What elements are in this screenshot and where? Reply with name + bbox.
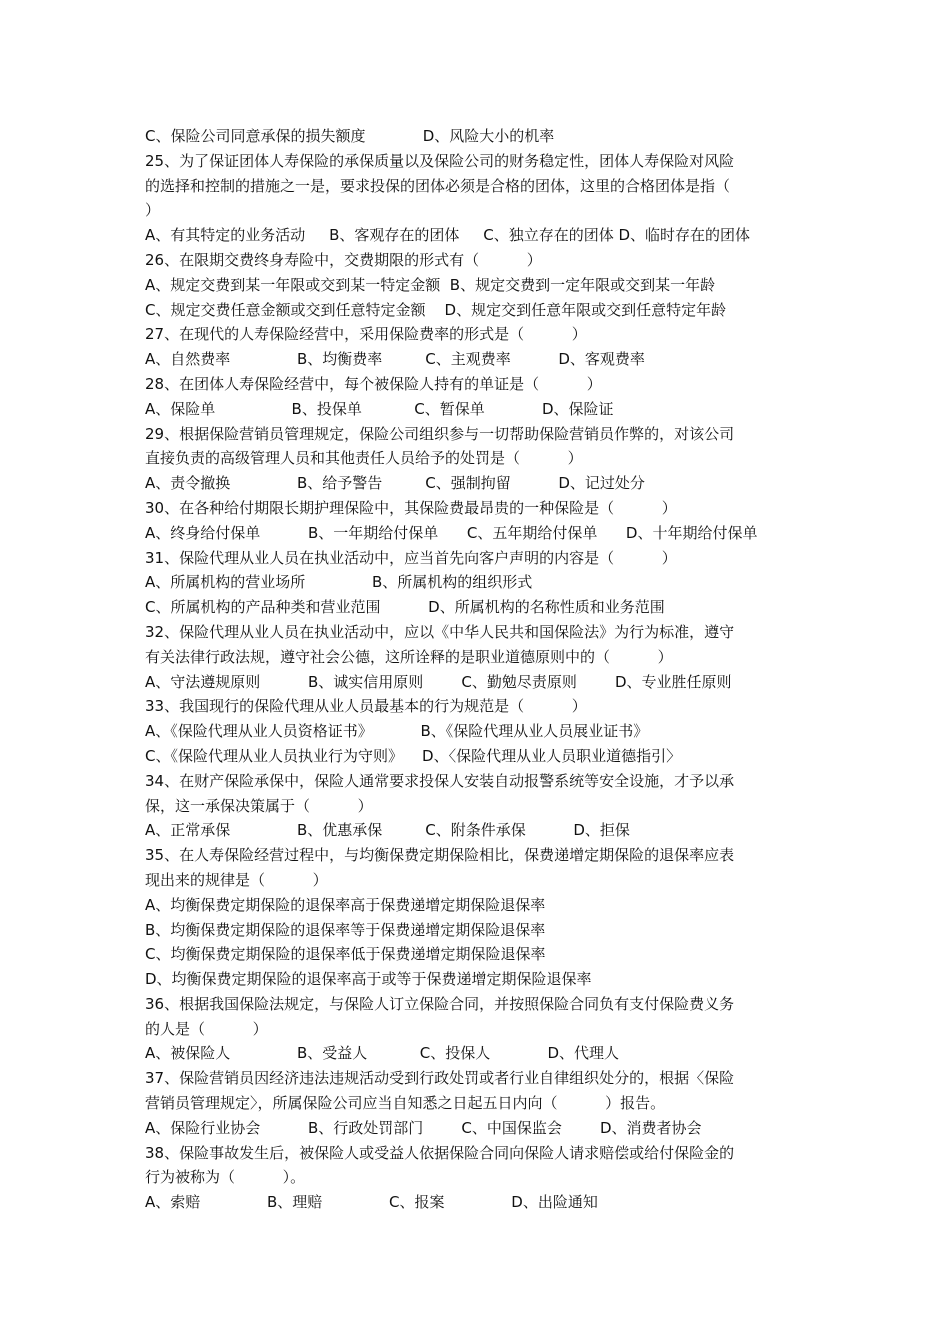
text-line: A、守法遵规原则 B、诚实信用原则 C、勤勉尽责原则 D、专业胜任原则 (145, 672, 732, 691)
text-line: 30、在各种给付期限长期护理保险中，其保险费最昂贵的一种保险是（ ） (145, 498, 677, 517)
text-line: 27、在现代的人寿保险经营中，采用保险费率的形式是（ ） (145, 325, 587, 344)
text-line: C、《保险代理从业人员执业行为守则》 D、〈保险代理从业人员职业道德指引〉 (145, 746, 682, 765)
text-line: 29、根据保险营销员管理规定，保险公司组织参与一切帮助保险营销员作弊的，对该公司 (145, 424, 735, 443)
text-line: C、规定交费任意金额或交到任意特定金额 D、规定交到任意年限或交到任意特定年龄 (145, 300, 727, 319)
text-line: 25、为了保证团体人寿保险的承保质量以及保险公司的财务稳定性，团体人寿保险对风险 (145, 151, 735, 170)
text-line: A、《保险代理从业人员资格证书》 B、《保险代理从业人员展业证书》 (145, 722, 649, 741)
text-line: C、保险公司同意承保的损失额度 D、风险大小的机率 (145, 127, 555, 145)
text-line: 直接负责的高级管理人员和其他责任人员给予的处罚是（ ） (145, 449, 583, 468)
text-line: A、保险单 B、投保单 C、暂保单 D、保险证 (145, 399, 614, 418)
text-line: B、均衡保费定期保险的退保率等于保费递增定期保险退保率 (145, 920, 546, 939)
text-line: 26、在限期交费终身寿险中，交费期限的形式有（ ） (145, 250, 542, 269)
text-line: 33、我国现行的保险代理从业人员最基本的行为规范是（ ） (145, 697, 587, 716)
text-line: 现出来的规律是（ ） (145, 870, 328, 889)
text-line: A、规定交费到某一年限或交到某一特定金额 B、规定交费到一定年限或交到某一年龄 (145, 275, 716, 294)
text-line: C、均衡保费定期保险的退保率低于保费递增定期保险退保率 (145, 945, 546, 964)
text-line: C、所属机构的产品种类和营业范围 D、所属机构的名称性质和业务范围 (145, 598, 665, 617)
text-line: D、均衡保费定期保险的退保率高于或等于保费递增定期保险退保率 (145, 970, 592, 989)
text-line: 32、保险代理从业人员在执业活动中，应以《中华人民共和国保险法》为行为标准，遵守 (145, 622, 735, 641)
text-line: 31、保险代理从业人员在执业活动中，应当首先向客户声明的内容是（ ） (145, 548, 677, 567)
text-line: ） (145, 201, 161, 220)
text-line: 28、在团体人寿保险经营中，每个被保险人持有的单证是（ ） (145, 374, 602, 393)
text-line: 35、在人寿保险经营过程中，与均衡保费定期保险相比，保费递增定期保险的退保率应表 (145, 846, 735, 865)
text-line: A、均衡保费定期保险的退保率高于保费递增定期保险退保率 (145, 895, 546, 914)
text-line: A、责令撤换 B、给予警告 C、强制拘留 D、记过处分 (145, 474, 645, 493)
text-line: A、正常承保 B、优惠承保 C、附条件承保 D、拒保 (145, 821, 630, 840)
text-line: A、保险行业协会 B、行政处罚部门 C、中国保监会 D、消费者协会 (145, 1118, 702, 1137)
text-line: 38、保险事故发生后，被保险人或受益人依据保险合同向保险人请求赔偿或给付保险金的 (145, 1143, 735, 1162)
text-line: 行为被称为（ ）。 (145, 1168, 306, 1187)
text-line: A、终身给付保单 B、一年期给付保单 C、五年期给付保单 D、十年期给付保单 (145, 523, 758, 542)
text-line: 营销员管理规定〉，所属保险公司应当自知悉之日起五日内向（ ）报告。 (145, 1094, 666, 1113)
text-line: 的人是（ ） (145, 1019, 268, 1038)
text-line: A、所属机构的营业场所 B、所属机构的组织形式 (145, 573, 533, 592)
text-line: 的选择和控制的措施之一是，要求投保的团体必须是合格的团体，这里的合格团体是指（ (145, 176, 731, 195)
text-line: 有关法律行政法规，遵守社会公德，这所诠释的是职业道德原则中的（ ） (145, 647, 673, 666)
text-line: A、被保险人 B、受益人 C、投保人 D、代理人 (145, 1044, 619, 1063)
question-text-block (145, 124, 815, 1215)
text-line: 36、根据我国保险法规定，与保险人订立保险合同，并按照保险合同负有支付保险费义务 (145, 994, 735, 1013)
text-line: 34、在财产保险承保中，保险人通常要求投保人安装自动报警系统等安全设施，才予以承 (145, 771, 735, 790)
text-line: 保，这一承保决策属于（ ） (145, 796, 373, 815)
text-line: A、索赔 B、理赔 C、报案 D、出险通知 (145, 1193, 598, 1212)
text-line: A、自然费率 B、均衡费率 C、主观费率 D、客观费率 (145, 350, 645, 369)
text-line: A、有其特定的业务活动 B、客观存在的团体 C、独立存在的团体 D、临时存在的团体 (145, 226, 751, 245)
text-line: 37、保险营销员因经济违法违规活动受到行政处罚或者行业自律组织处分的，根据〈保险 (145, 1069, 735, 1088)
